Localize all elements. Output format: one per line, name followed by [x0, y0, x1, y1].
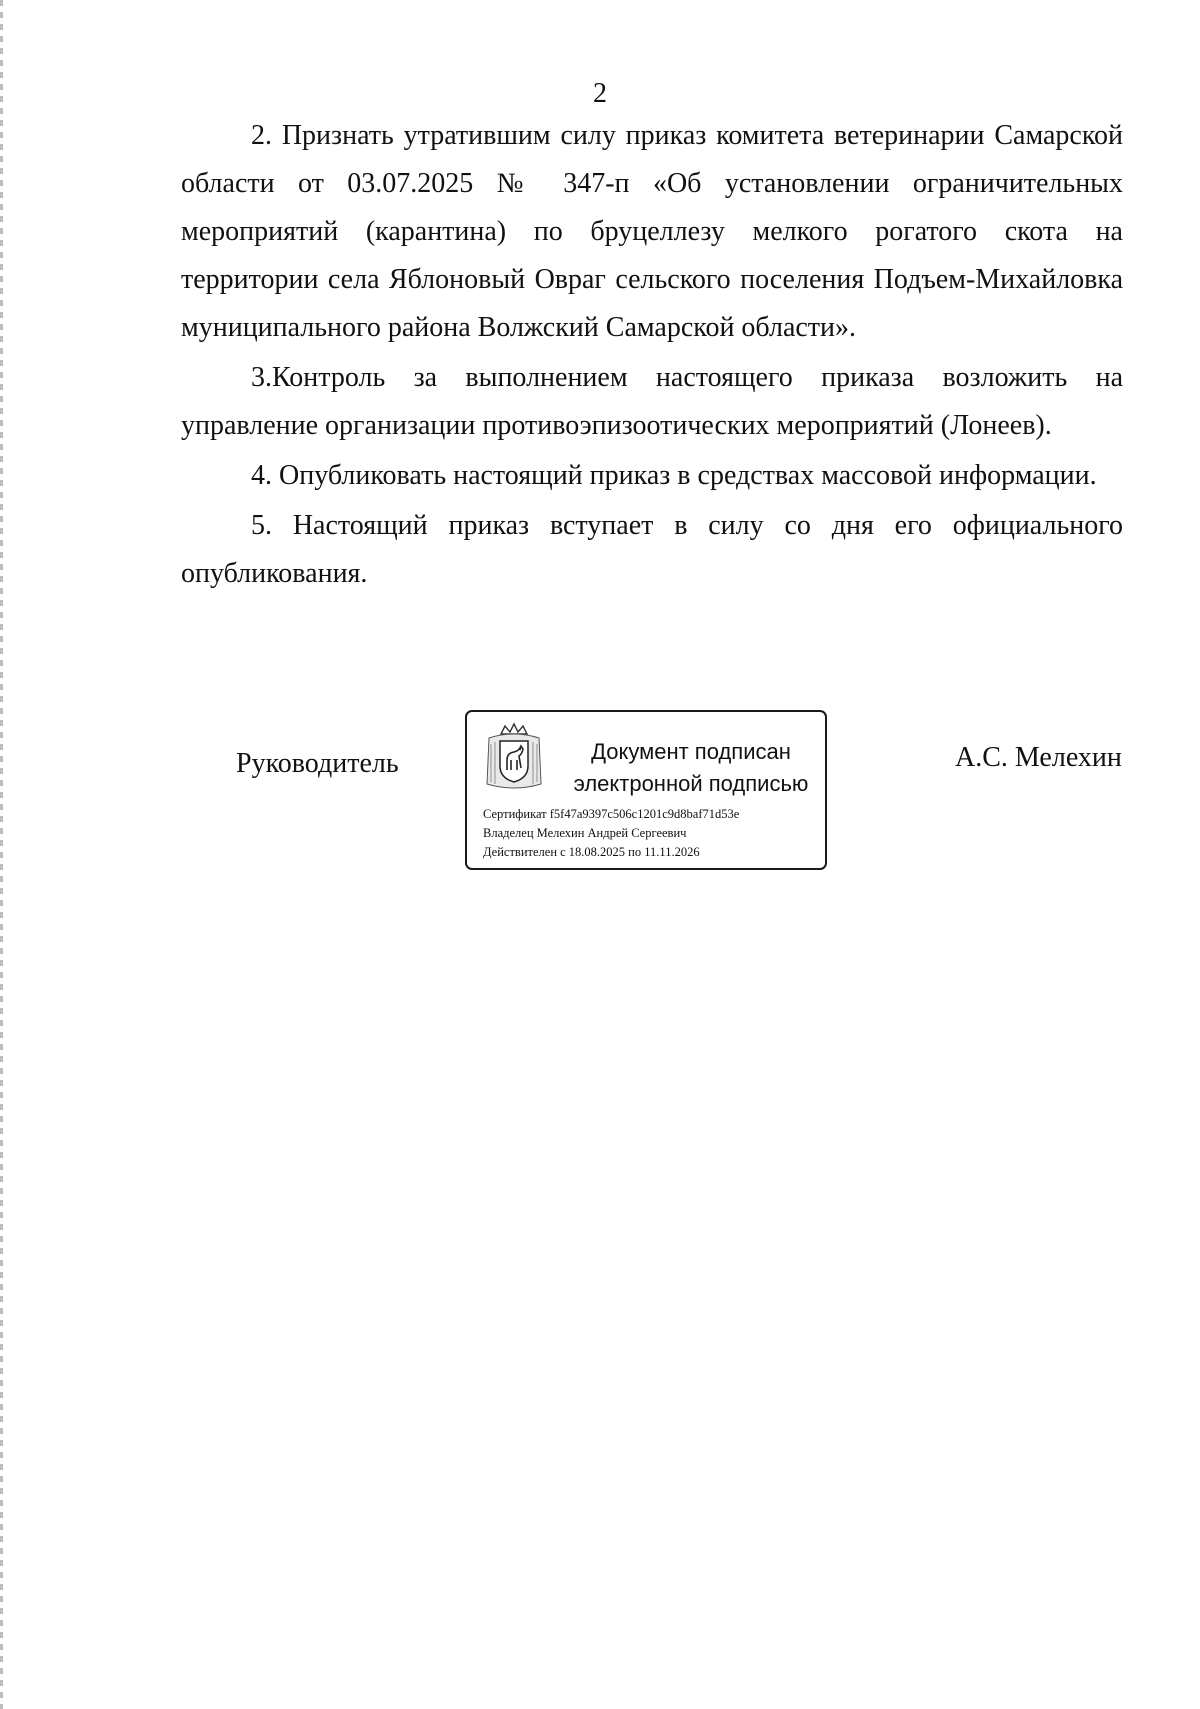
page-number: 2 [593, 78, 607, 109]
stamp-certificate: Сертификат f5f47a9397c506c1201c9d8baf71d53e [483, 807, 740, 821]
paragraph-3: 3.Контроль за выполнением настоящего приказа возложить на управление организации противоэпизоотических мероприятий (Лонеев). [181, 362, 1123, 441]
stamp-details [483, 805, 823, 862]
signature-block [0, 708, 1200, 888]
stamp-title-line-1: Документ подписан [591, 739, 791, 764]
signer-name: А.С. Мелехин [955, 742, 1122, 773]
samara-coat-of-arms-icon [483, 722, 545, 792]
stamp-owner: Владелец Мелехин Андрей Сергеевич [483, 826, 687, 840]
stamp-title [563, 736, 819, 800]
paragraph-5: 5. Настоящий приказ вступает в силу со дня его официального опубликования. [181, 510, 1123, 589]
electronic-signature-stamp [465, 710, 827, 870]
stamp-title-line-2: электронной подписью [573, 771, 809, 796]
document-body [181, 112, 1123, 598]
paragraph-2: 2. Признать утратившим силу приказ комитета ветеринарии Самарской области от 03.07.2025 № 347-п «Об установлении ограничительных мероприятий (карантина) по бруцеллезу мелкого рогатого скота на территории села Яблоновый Овраг сельского поселения Подъем-Михайловка муниципального района Волжский Самарской области». [181, 120, 1123, 343]
stamp-validity: Действителен с 18.08.2025 по 11.11.2026 [483, 845, 700, 859]
paragraph-4: 4. Опубликовать настоящий приказ в средствах массовой информации. [251, 460, 1097, 491]
signer-role: Руководитель [236, 748, 399, 779]
